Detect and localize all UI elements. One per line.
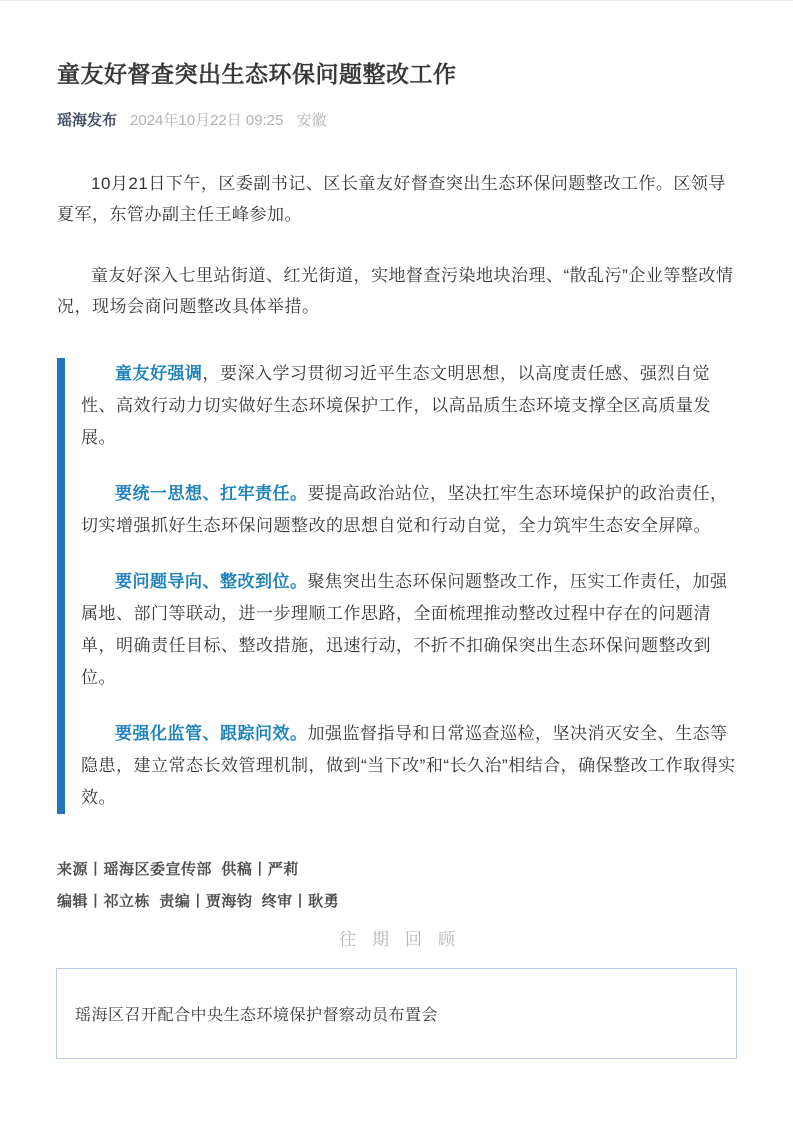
credits [57, 854, 737, 918]
credits-editor-line: 编辑丨祁立栋 责编丨贾海钧 终审丨耿勇 [57, 893, 340, 910]
page-title: 童友好督查突出生态环保问题整改工作 [57, 61, 457, 87]
quote-text: 加强监督指导和日常巡查巡检，坚决消灭安全、生态等隐患，建立常态长效管理机制，做到“当下改”和“长久治”相结合，确保整改工作取得实效。 [81, 724, 736, 807]
publisher-link[interactable]: 瑶海发布 [57, 112, 118, 129]
article-paragraph: 10月21日下午，区委副书记、区长童友好督查突出生态环保问题整改工作。区领导夏军，东管办副主任王峰参加。 [57, 174, 726, 224]
publish-date: 2024年10月22日 09:25 [130, 112, 284, 129]
quote-lead: 要强化监管、跟踪问效。 [115, 724, 308, 743]
quote-lead: 要统一思想、扛牢责任。 [115, 484, 308, 503]
history-article-link[interactable]: 瑶海区召开配合中央生态环境保护督察动员布置会 [75, 1007, 439, 1024]
quote-text: 聚焦突出生态环保问题整改工作，压实工作责任，加强属地、部门等联动，进一步理顺工作思路，全面梳理推动整改过程中存在的问题清单，明确责任目标、整改措施，迅速行动，不折不扣确保突出生态环保问题整改到位。 [81, 572, 728, 687]
quote-paragraph [81, 478, 737, 542]
publish-region: 安徽 [296, 112, 327, 129]
quote-paragraph [81, 718, 737, 814]
quote-lead: 要问题导向、整改到位。 [115, 572, 308, 591]
credits-source-line: 来源丨瑶海区委宣传部 供稿丨严莉 [57, 861, 299, 878]
quote-paragraph [81, 358, 737, 454]
history-article-card[interactable] [56, 968, 737, 1059]
quote-text: 要提高政治站位，坚决扛牢生态环境保护的政治责任，切实增强抓好生态环保问题整改的思想自觉和行动自觉，全力筑牢生态安全屏障。 [81, 484, 728, 535]
quote-paragraph [81, 566, 737, 694]
article-content [0, 1, 793, 950]
article-paragraph: 童友好深入七里站街道、红光街道，实地督查污染地块治理、“散乱污”企业等整改情况，现场会商问题整改具体举措。 [57, 266, 734, 316]
quote-lead: 童友好强调 [115, 364, 203, 383]
byline [57, 109, 737, 130]
history-section-heading: 往期回顾 [339, 930, 471, 949]
highlight-quote-block [57, 358, 737, 814]
quote-text: ，要深入学习贯彻习近平生态文明思想，以高度责任感、强烈自觉性、高效行动力切实做好生态环境保护工作，以高品质生态环境支撑全区高质量发展。 [81, 364, 711, 447]
article-page [0, 1, 793, 1122]
